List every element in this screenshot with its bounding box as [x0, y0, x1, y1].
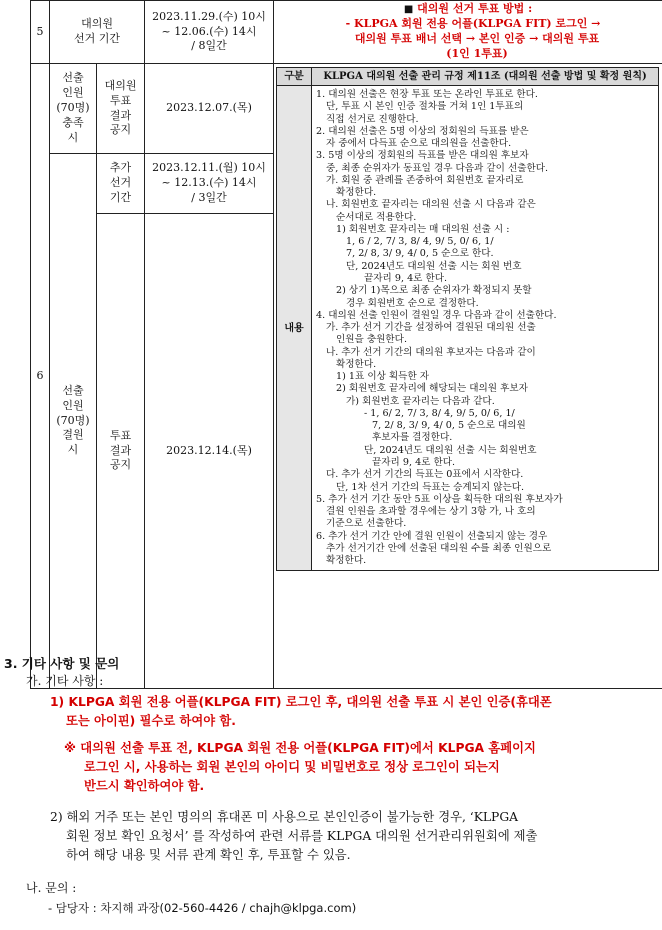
rule-line: - 1, 6/ 2, 7/ 3, 8/ 4, 9/ 5, 0/ 6, 1/ — [364, 407, 515, 419]
rule-line: 가) 회원번호 끝자리는 다음과 같다. — [346, 395, 495, 407]
case-vacancy-label: 선출 인원 (70명) 결원 시 — [50, 154, 97, 689]
rule-line: 2) 상기 1)목으로 최종 순위자가 확정되지 못할 — [336, 285, 532, 297]
rule-line: 끝자리 9, 4로 한다. — [372, 456, 456, 468]
vote-method-cell: ■ 대의원 선거 투표 방법 : - KLPGA 회원 전용 어플(KLPGA FIT) 로그인 → 대의원 투표 배너 선택 → 본인 인증 → 대의원 투표 (1인 1투표) — [274, 1, 662, 64]
rule-line: 단, 투표 시 본인 인증 절차를 거쳐 1인 1투표의 — [326, 101, 524, 113]
rule-line: 확정한다. — [336, 358, 377, 370]
rule-line: 가. 추가 선거 기간을 설정하여 결원된 대의원 선출 — [326, 322, 536, 334]
rules-cell — [274, 64, 662, 689]
rule-line: 순서대로 적용한다. — [336, 211, 417, 223]
rule-line: 인원을 충원한다. — [336, 334, 407, 346]
rule-line: 나. 회원번호 끝자리는 대의원 선출 시 다음과 같은 — [326, 199, 536, 211]
row-number: 5 — [31, 1, 50, 64]
rule-line: 경우 회원번호 순으로 결정한다. — [346, 297, 479, 309]
notice-warning: ※ 대의원 선출 투표 전, KLPGA 회원 전용 어플(KLPGA FIT)에서 KLPGA 홈페이지 로그인 시, 사용하는 회원 본인의 아이디 및 비밀번호로 정상 로그인이 되는지 반드시 확인하여야 함. — [64, 741, 536, 794]
rule-line: 자 중에서 다득표 순으로 대의원을 선출한다. — [326, 138, 512, 150]
rule-line: 확정한다. — [326, 555, 367, 567]
section-title: 3. 기타 사항 및 문의 — [4, 656, 120, 671]
final-notice-label: 투표 결과 공지 — [97, 214, 145, 689]
rules-table — [276, 67, 659, 571]
rule-line: 끝자리 9, 4로 한다. — [364, 272, 448, 284]
period-cell: 2023.11.29.(수) 10시 ~ 12.06.(수) 14시 / 8일간 — [145, 1, 274, 64]
rule-line: 다. 추가 선거 기간의 득표는 0표에서 시작한다. — [326, 469, 524, 481]
table-row-6a — [31, 64, 662, 154]
rule-line: 중, 최종 순위자가 동표일 경우 다음과 같이 선출한다. — [326, 162, 549, 174]
rule-line: 직접 선거로 진행한다. — [326, 113, 419, 125]
rule-line: 기준으로 선출한다. — [326, 518, 407, 530]
contact-info: - 담당자 : 차지해 과장(02-560-4426 / chajh@klpga.com) — [48, 901, 357, 915]
row-label: 대의원 선거 기간 — [50, 1, 145, 64]
rule-line: 1, 6 / 2, 7/ 3, 8/ 4, 9/ 5, 0/ 6, 1/ — [346, 236, 494, 248]
rule-line: 1) 회원번호 끝자리는 매 대의원 선출 시 : — [336, 223, 510, 235]
final-notice-date: 2023.12.14.(목) — [145, 214, 274, 689]
rule-line: 단, 2024년도 대의원 선출 시는 회원번호 — [364, 444, 537, 456]
rules-side-label: 내용 — [277, 86, 312, 571]
extra-period-label: 추가 선거 기간 — [97, 154, 145, 214]
rule-line: 1) 1표 이상 획득한 자 — [336, 371, 430, 383]
rule-line: 후보자를 결정한다. — [372, 432, 453, 444]
na-label: 나. 문의 : — [26, 881, 77, 895]
schedule-table — [30, 0, 662, 689]
notice-item-2: 2) 해외 거주 또는 본인 명의의 휴대폰 미 사용으로 본인인증이 불가능한 경우, ‘KLPGA 회원 정보 확인 요청서’ 를 작성하여 관련 서류를 KLPGA 대의원 선거관리위원회에 제출 하여 해당 내용 및 서류 관계 확인 후, 투표할 수 있음. — [50, 810, 538, 863]
rule-line: 추가 선거기간 안에 선출된 대의원 수를 최종 인원으로 — [326, 542, 552, 554]
result-notice-label: 대의원 투표 결과 공지 — [97, 64, 145, 154]
result-date: 2023.12.07.(목) — [145, 64, 274, 154]
rule-line: 확정한다. — [336, 187, 377, 199]
table-row-5 — [31, 1, 662, 64]
rule-line: 단, 2024년도 대의원 선출 시는 회원 번호 — [346, 260, 522, 272]
rule-line: 5. 추가 선거 기간 동안 5표 이상을 획득한 대의원 후보자가 — [316, 493, 563, 505]
row-number: 6 — [31, 64, 50, 689]
rule-line: 1. 대의원 선출은 현장 투표 또는 온라인 투표로 한다. — [316, 89, 538, 100]
rule-line: 3. 5명 이상의 정회원의 득표를 받은 대의원 후보자 — [316, 150, 529, 162]
rule-line: 결원 인원을 초과할 경우에는 상기 3항 가, 나 호의 — [326, 506, 536, 518]
notice-item-1: 1) KLPGA 회원 전용 어플(KLPGA FIT) 로그인 후, 대의원 선출 투표 시 본인 인증(휴대폰 또는 아이핀) 필수로 하여야 함. — [50, 695, 552, 729]
ga-label: 가. 기타 사항 : — [26, 674, 104, 688]
rule-line: 4. 대의원 선출 인원이 결원일 경우 다음과 같이 선출한다. — [316, 309, 557, 321]
rule-line: 7, 2/ 8, 3/ 9, 4/ 0, 5 순으로 한다. — [346, 248, 494, 260]
rule-line: 2. 대의원 선출은 5명 이상의 정회원의 득표를 받은 — [316, 125, 529, 137]
rule-line: 단, 1차 선거 기간의 득표는 승계되지 않는다. — [336, 481, 525, 493]
rule-line: 7, 2/ 8, 3/ 9, 4/ 0, 5 순으로 대의원 — [372, 420, 526, 432]
case-filled-label: 선출 인원 (70명) 충족 시 — [50, 64, 97, 154]
rules-head-label: 구분 — [277, 68, 312, 86]
rule-line: 가. 회원 중 관례를 존중하여 회원번호 끝자리로 — [326, 174, 524, 186]
extra-period-dates: 2023.12.11.(월) 10시 ~ 12.13.(수) 14시 / 3일간 — [145, 154, 274, 214]
rule-line: 2) 회원번호 끝자리에 해당되는 대의원 후보자 — [336, 383, 528, 395]
rules-body — [312, 86, 659, 571]
rules-head-title: KLPGA 대의원 선출 관리 규정 제11조 (대의원 선출 방법 및 확정 원칙) — [312, 68, 659, 86]
rule-line: 6. 추가 선거 기간 안에 결원 인원이 선출되지 않는 경우 — [316, 530, 548, 542]
rule-line: 나. 추가 선거 기간의 대의원 후보자는 다음과 같이 — [326, 346, 536, 358]
